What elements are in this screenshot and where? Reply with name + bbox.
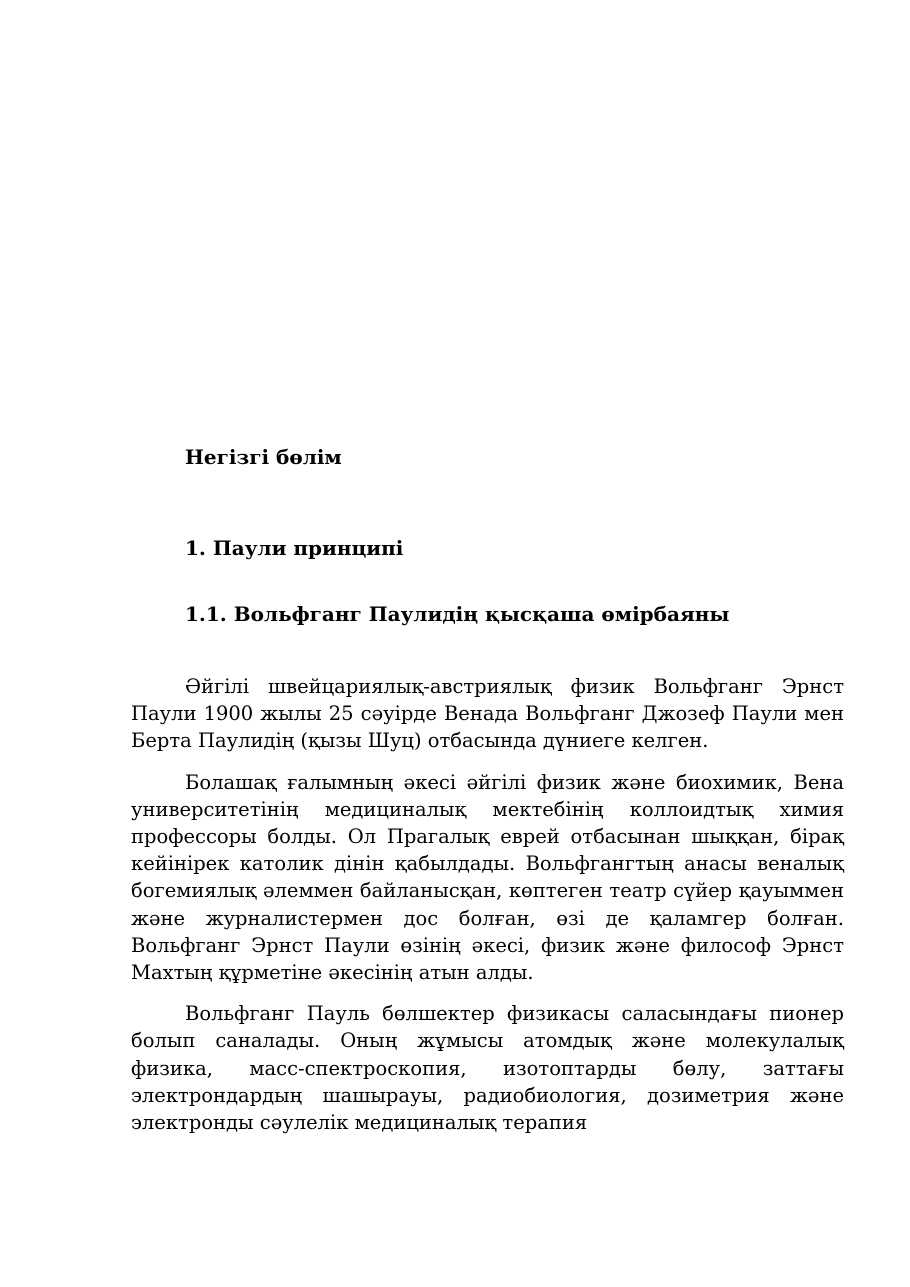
- paragraph: Болашақ ғалымның әкесі әйгілі физик және биохимик, Вена университетінің медициналық мектебінің коллоидтық химия профессоры болды. Ол Прагалық еврей отбасынан шыққан, бірақ кейінірек католик дінін қабылдады. Вольфгангтың анасы веналық богемиялық әлеммен байланысқан, көптеген театр сүйер қауыммен және журналистермен дос болған, өзі де қаламгер болған. Вольфганг Эрнст Паули өзінің әкесі, физик және философ Эрнст Махтың құрметіне әкесінің атын алды.: [131, 770, 844, 985]
- section-heading: 1. Паули принципі: [185, 536, 404, 560]
- paragraph: Әйгілі швейцариялық-австриялық физик Вольфганг Эрнст Паули 1900 жылы 25 сәуірде Венада Вольфганг Джозеф Паули мен Берта Паулидің (қызы Шуц) отбасында дүниеге келген.: [131, 675, 844, 753]
- paragraph: Вольфганг Пауль бөлшектер физикасы саласындағы пионер болып саналады. Оның жұмысы атомдық және молекулалық физика, масс-спектроскопия, изотоптарды бөлу, заттағы электрондардың шашырауы, радиобиология, дозиметрия және электронды сәулелік медициналық терапия: [131, 1002, 844, 1135]
- body-text: [131, 673, 844, 1150]
- main-heading: Негізгі бөлім: [185, 445, 342, 469]
- subsection-heading: 1.1. Вольфганг Паулидің қысқаша өмірбаяны: [185, 602, 730, 626]
